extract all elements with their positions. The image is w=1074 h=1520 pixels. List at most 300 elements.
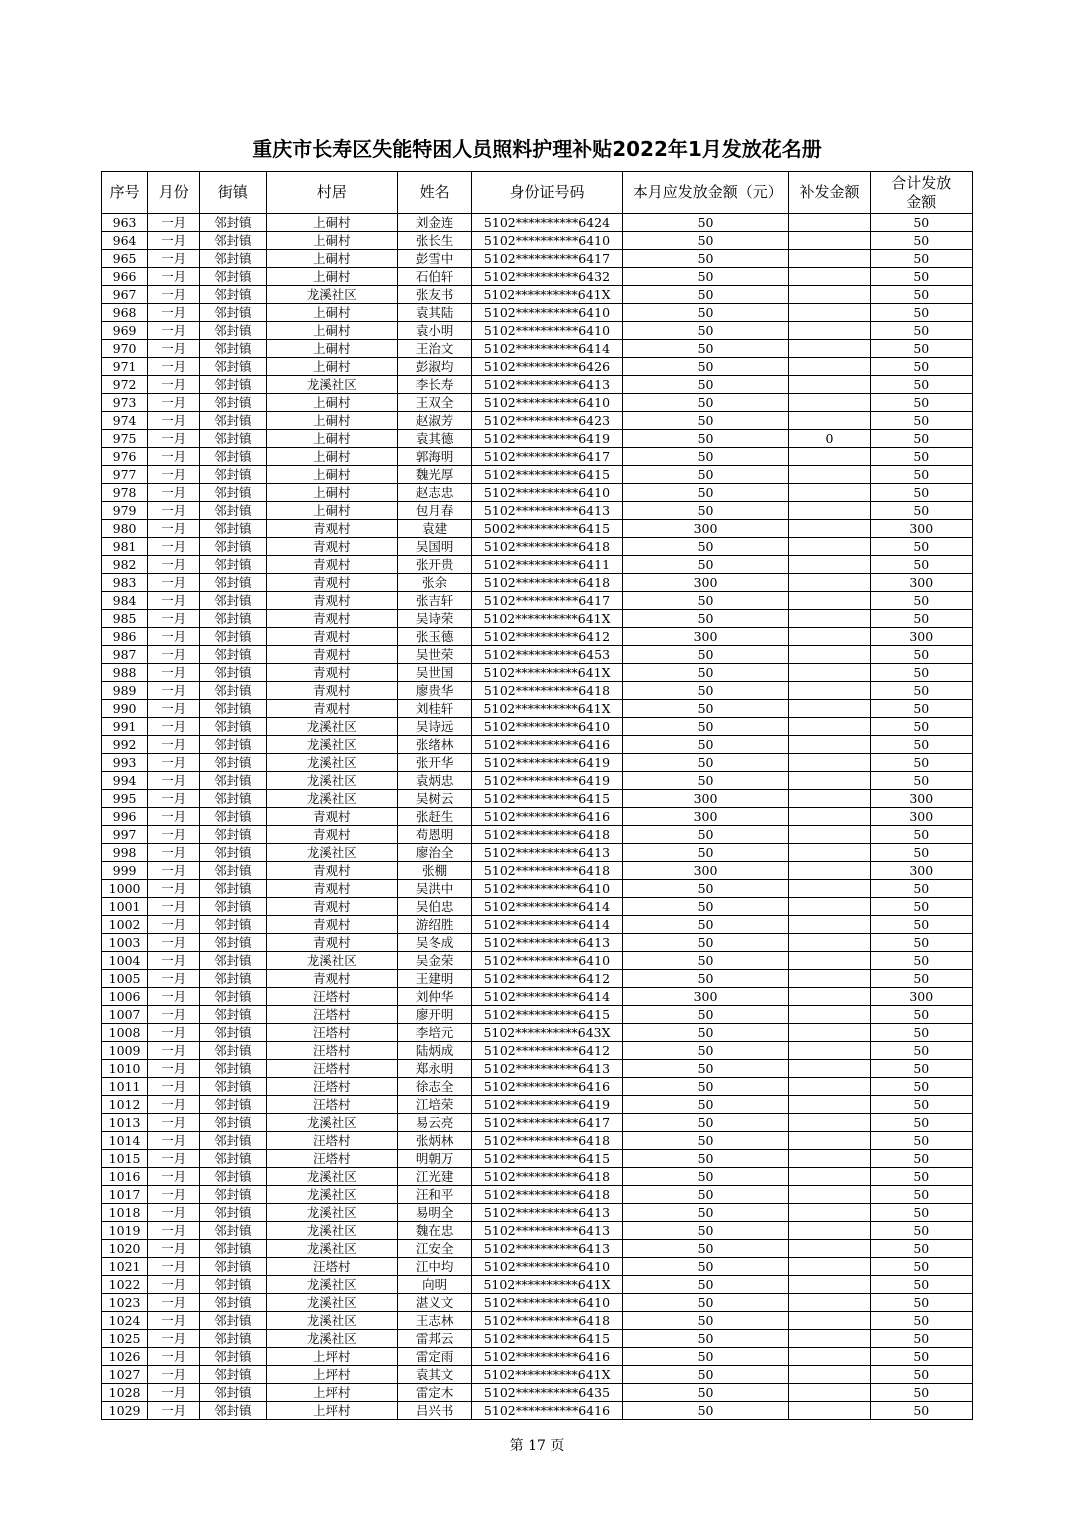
cell-name: 吴世国	[397, 664, 471, 682]
cell-village: 龙溪社区	[266, 1312, 397, 1330]
cell-supplement	[789, 862, 870, 880]
cell-monthly-amount: 50	[622, 1384, 789, 1402]
cell-monthly-amount: 50	[622, 826, 789, 844]
table-row	[102, 1222, 973, 1240]
table-row	[102, 1060, 973, 1078]
table-row	[102, 520, 973, 538]
cell-village: 青观村	[266, 520, 397, 538]
cell-village: 上硐村	[266, 412, 397, 430]
cell-village: 龙溪社区	[266, 1240, 397, 1258]
cell-name: 吕兴书	[397, 1402, 471, 1420]
cell-id-number: 5102**********6419	[472, 430, 623, 448]
cell-monthly-amount: 300	[622, 520, 789, 538]
cell-name: 徐志全	[397, 1078, 471, 1096]
cell-town: 邻封镇	[200, 952, 266, 970]
cell-name: 吴国明	[397, 538, 471, 556]
cell-index: 1028	[102, 1384, 148, 1402]
cell-town: 邻封镇	[200, 574, 266, 592]
cell-town: 邻封镇	[200, 448, 266, 466]
cell-monthly-amount: 50	[622, 916, 789, 934]
cell-town: 邻封镇	[200, 808, 266, 826]
cell-monthly-amount: 50	[622, 610, 789, 628]
cell-month: 一月	[148, 1114, 200, 1132]
cell-village: 青观村	[266, 610, 397, 628]
cell-index: 968	[102, 304, 148, 322]
table-row	[102, 1294, 973, 1312]
cell-monthly-amount: 300	[622, 862, 789, 880]
cell-town: 邻封镇	[200, 646, 266, 664]
cell-total: 50	[870, 412, 972, 430]
cell-month: 一月	[148, 466, 200, 484]
cell-name: 吴诗远	[397, 718, 471, 736]
cell-village: 上坪村	[266, 1402, 397, 1420]
cell-id-number: 5102**********6413	[472, 502, 623, 520]
table-row	[102, 1168, 973, 1186]
cell-town: 邻封镇	[200, 1024, 266, 1042]
cell-index: 974	[102, 412, 148, 430]
cell-town: 邻封镇	[200, 322, 266, 340]
cell-monthly-amount: 50	[622, 934, 789, 952]
cell-supplement	[789, 826, 870, 844]
table-row	[102, 502, 973, 520]
cell-town: 邻封镇	[200, 268, 266, 286]
table-row	[102, 988, 973, 1006]
cell-monthly-amount: 50	[622, 1312, 789, 1330]
cell-total: 50	[870, 250, 972, 268]
cell-town: 邻封镇	[200, 520, 266, 538]
cell-monthly-amount: 50	[622, 970, 789, 988]
cell-index: 979	[102, 502, 148, 520]
cell-total: 50	[870, 556, 972, 574]
cell-total: 50	[870, 1078, 972, 1096]
cell-supplement	[789, 934, 870, 952]
cell-month: 一月	[148, 898, 200, 916]
cell-name: 向明	[397, 1276, 471, 1294]
cell-total: 50	[870, 1024, 972, 1042]
cell-month: 一月	[148, 1042, 200, 1060]
cell-supplement	[789, 286, 870, 304]
cell-name: 廖治全	[397, 844, 471, 862]
table-row	[102, 556, 973, 574]
cell-month: 一月	[148, 376, 200, 394]
table-row	[102, 574, 973, 592]
cell-village: 汪塔村	[266, 1258, 397, 1276]
cell-month: 一月	[148, 1096, 200, 1114]
cell-total: 50	[870, 952, 972, 970]
cell-total: 50	[870, 1060, 972, 1078]
cell-index: 996	[102, 808, 148, 826]
cell-name: 张开华	[397, 754, 471, 772]
cell-supplement	[789, 1078, 870, 1096]
table-row	[102, 826, 973, 844]
cell-total: 50	[870, 1330, 972, 1348]
cell-month: 一月	[148, 862, 200, 880]
cell-village: 汪塔村	[266, 1006, 397, 1024]
cell-town: 邻封镇	[200, 1006, 266, 1024]
cell-village: 青观村	[266, 826, 397, 844]
cell-index: 1004	[102, 952, 148, 970]
cell-id-number: 5102**********6417	[472, 250, 623, 268]
cell-index: 988	[102, 664, 148, 682]
cell-name: 张赶生	[397, 808, 471, 826]
cell-index: 1006	[102, 988, 148, 1006]
cell-month: 一月	[148, 1024, 200, 1042]
cell-total: 50	[870, 718, 972, 736]
cell-town: 邻封镇	[200, 1060, 266, 1078]
cell-name: 廖贵华	[397, 682, 471, 700]
cell-month: 一月	[148, 826, 200, 844]
cell-total: 300	[870, 862, 972, 880]
cell-name: 游绍胜	[397, 916, 471, 934]
cell-id-number: 5102**********6413	[472, 376, 623, 394]
cell-town: 邻封镇	[200, 988, 266, 1006]
cell-town: 邻封镇	[200, 1222, 266, 1240]
cell-name: 魏光厚	[397, 466, 471, 484]
cell-index: 1019	[102, 1222, 148, 1240]
cell-supplement	[789, 412, 870, 430]
cell-month: 一月	[148, 1366, 200, 1384]
cell-index: 964	[102, 232, 148, 250]
cell-name: 雷定木	[397, 1384, 471, 1402]
cell-village: 汪塔村	[266, 1060, 397, 1078]
cell-monthly-amount: 50	[622, 898, 789, 916]
cell-monthly-amount: 50	[622, 484, 789, 502]
cell-index: 1009	[102, 1042, 148, 1060]
cell-total: 50	[870, 646, 972, 664]
cell-supplement	[789, 970, 870, 988]
cell-monthly-amount: 50	[622, 1258, 789, 1276]
cell-monthly-amount: 50	[622, 1240, 789, 1258]
cell-total: 50	[870, 286, 972, 304]
cell-name: 包月春	[397, 502, 471, 520]
cell-town: 邻封镇	[200, 1348, 266, 1366]
cell-village: 青观村	[266, 664, 397, 682]
cell-village: 上硐村	[266, 304, 397, 322]
cell-total: 50	[870, 898, 972, 916]
cell-index: 994	[102, 772, 148, 790]
cell-total: 50	[870, 430, 972, 448]
cell-index: 1001	[102, 898, 148, 916]
cell-monthly-amount: 50	[622, 1078, 789, 1096]
cell-month: 一月	[148, 502, 200, 520]
cell-month: 一月	[148, 412, 200, 430]
cell-monthly-amount: 50	[622, 1366, 789, 1384]
header-row	[102, 172, 973, 214]
cell-town: 邻封镇	[200, 1204, 266, 1222]
cell-id-number: 5102**********6417	[472, 1114, 623, 1132]
cell-name: 江安全	[397, 1240, 471, 1258]
cell-supplement	[789, 772, 870, 790]
cell-id-number: 5102**********6418	[472, 862, 623, 880]
cell-supplement	[789, 232, 870, 250]
cell-id-number: 5102**********6432	[472, 268, 623, 286]
cell-index: 1029	[102, 1402, 148, 1420]
cell-town: 邻封镇	[200, 898, 266, 916]
table-row	[102, 862, 973, 880]
cell-month: 一月	[148, 1186, 200, 1204]
table-row	[102, 790, 973, 808]
table-row	[102, 1114, 973, 1132]
cell-monthly-amount: 50	[622, 718, 789, 736]
cell-town: 邻封镇	[200, 1384, 266, 1402]
cell-index: 1002	[102, 916, 148, 934]
cell-month: 一月	[148, 700, 200, 718]
cell-name: 吴洪中	[397, 880, 471, 898]
cell-id-number: 5102**********6419	[472, 772, 623, 790]
cell-village: 龙溪社区	[266, 286, 397, 304]
cell-supplement	[789, 1384, 870, 1402]
cell-name: 刘金连	[397, 214, 471, 232]
cell-village: 上硐村	[266, 250, 397, 268]
cell-month: 一月	[148, 1330, 200, 1348]
cell-id-number: 5102**********6414	[472, 988, 623, 1006]
cell-supplement	[789, 700, 870, 718]
cell-total: 50	[870, 754, 972, 772]
cell-id-number: 5102**********6413	[472, 1222, 623, 1240]
cell-monthly-amount: 50	[622, 772, 789, 790]
cell-name: 明朝万	[397, 1150, 471, 1168]
cell-monthly-amount: 300	[622, 628, 789, 646]
cell-total: 50	[870, 826, 972, 844]
cell-village: 汪塔村	[266, 1078, 397, 1096]
cell-total: 50	[870, 664, 972, 682]
cell-name: 汪和平	[397, 1186, 471, 1204]
cell-supplement	[789, 214, 870, 232]
table-row	[102, 376, 973, 394]
cell-total: 50	[870, 484, 972, 502]
cell-monthly-amount: 50	[622, 664, 789, 682]
cell-village: 龙溪社区	[266, 952, 397, 970]
cell-supplement	[789, 646, 870, 664]
cell-month: 一月	[148, 808, 200, 826]
cell-village: 青观村	[266, 628, 397, 646]
roster-body	[102, 214, 973, 1420]
table-row	[102, 916, 973, 934]
cell-month: 一月	[148, 1150, 200, 1168]
cell-id-number: 5102**********6416	[472, 808, 623, 826]
cell-village: 青观村	[266, 700, 397, 718]
cell-index: 1020	[102, 1240, 148, 1258]
cell-supplement	[789, 1168, 870, 1186]
cell-index: 1013	[102, 1114, 148, 1132]
cell-supplement	[789, 1330, 870, 1348]
cell-supplement	[789, 610, 870, 628]
cell-id-number: 5102**********6417	[472, 448, 623, 466]
cell-id-number: 5102**********6418	[472, 538, 623, 556]
cell-id-number: 5102**********6418	[472, 682, 623, 700]
cell-village: 青观村	[266, 898, 397, 916]
cell-monthly-amount: 50	[622, 214, 789, 232]
cell-town: 邻封镇	[200, 718, 266, 736]
cell-id-number: 5102**********6413	[472, 1060, 623, 1078]
cell-total: 300	[870, 520, 972, 538]
cell-month: 一月	[148, 484, 200, 502]
cell-month: 一月	[148, 736, 200, 754]
cell-monthly-amount: 50	[622, 448, 789, 466]
table-row	[102, 1330, 973, 1348]
cell-name: 陆炳成	[397, 1042, 471, 1060]
table-row	[102, 844, 973, 862]
cell-month: 一月	[148, 844, 200, 862]
cell-index: 1017	[102, 1186, 148, 1204]
cell-village: 龙溪社区	[266, 790, 397, 808]
cell-total: 50	[870, 934, 972, 952]
cell-monthly-amount: 50	[622, 1168, 789, 1186]
cell-id-number: 5102**********6410	[472, 952, 623, 970]
cell-name: 张开贵	[397, 556, 471, 574]
cell-village: 青观村	[266, 934, 397, 952]
cell-index: 967	[102, 286, 148, 304]
cell-town: 邻封镇	[200, 538, 266, 556]
cell-month: 一月	[148, 754, 200, 772]
col-header-month: 月份	[148, 172, 200, 214]
cell-town: 邻封镇	[200, 754, 266, 772]
cell-village: 上硐村	[266, 448, 397, 466]
cell-id-number: 5102**********6418	[472, 826, 623, 844]
cell-id-number: 5102**********6419	[472, 1096, 623, 1114]
cell-name: 王建明	[397, 970, 471, 988]
cell-supplement	[789, 1132, 870, 1150]
cell-total: 300	[870, 988, 972, 1006]
cell-total: 50	[870, 340, 972, 358]
table-row	[102, 412, 973, 430]
cell-name: 吴树云	[397, 790, 471, 808]
cell-supplement	[789, 664, 870, 682]
cell-supplement	[789, 1258, 870, 1276]
cell-index: 976	[102, 448, 148, 466]
cell-month: 一月	[148, 1168, 200, 1186]
cell-id-number: 5102**********6414	[472, 916, 623, 934]
cell-village: 上硐村	[266, 484, 397, 502]
cell-index: 1023	[102, 1294, 148, 1312]
cell-village: 龙溪社区	[266, 772, 397, 790]
cell-supplement	[789, 556, 870, 574]
cell-town: 邻封镇	[200, 880, 266, 898]
cell-monthly-amount: 300	[622, 988, 789, 1006]
cell-index: 970	[102, 340, 148, 358]
cell-supplement	[789, 1312, 870, 1330]
col-header-village: 村居	[266, 172, 397, 214]
cell-town: 邻封镇	[200, 1042, 266, 1060]
cell-index: 989	[102, 682, 148, 700]
cell-monthly-amount: 50	[622, 1132, 789, 1150]
cell-total: 50	[870, 232, 972, 250]
table-row	[102, 250, 973, 268]
cell-town: 邻封镇	[200, 1402, 266, 1420]
document-title: 重庆市长寿区失能特困人员照料护理补贴2022年1月发放花名册	[252, 137, 822, 161]
cell-town: 邻封镇	[200, 1096, 266, 1114]
cell-month: 一月	[148, 214, 200, 232]
table-row	[102, 1204, 973, 1222]
cell-town: 邻封镇	[200, 826, 266, 844]
cell-town: 邻封镇	[200, 1276, 266, 1294]
cell-name: 张余	[397, 574, 471, 592]
cell-total: 50	[870, 538, 972, 556]
cell-supplement	[789, 988, 870, 1006]
cell-village: 青观村	[266, 682, 397, 700]
cell-id-number: 5102**********6410	[472, 394, 623, 412]
cell-name: 赵志忠	[397, 484, 471, 502]
cell-monthly-amount: 50	[622, 250, 789, 268]
cell-name: 吴金荣	[397, 952, 471, 970]
cell-village: 上硐村	[266, 340, 397, 358]
cell-id-number: 5002**********6415	[472, 520, 623, 538]
cell-village: 汪塔村	[266, 1042, 397, 1060]
cell-id-number: 5102**********6424	[472, 214, 623, 232]
cell-monthly-amount: 50	[622, 952, 789, 970]
cell-supplement	[789, 1150, 870, 1168]
cell-town: 邻封镇	[200, 682, 266, 700]
cell-name: 张玉德	[397, 628, 471, 646]
cell-name: 石伯轩	[397, 268, 471, 286]
cell-name: 江光建	[397, 1168, 471, 1186]
cell-index: 992	[102, 736, 148, 754]
cell-total: 50	[870, 214, 972, 232]
cell-village: 龙溪社区	[266, 376, 397, 394]
cell-total: 50	[870, 1204, 972, 1222]
table-row	[102, 1402, 973, 1420]
table-row	[102, 1258, 973, 1276]
cell-village: 上坪村	[266, 1366, 397, 1384]
cell-name: 袁其陆	[397, 304, 471, 322]
cell-supplement	[789, 1240, 870, 1258]
cell-id-number: 5102**********6413	[472, 934, 623, 952]
table-row	[102, 772, 973, 790]
table-row	[102, 340, 973, 358]
cell-supplement	[789, 880, 870, 898]
cell-monthly-amount: 50	[622, 682, 789, 700]
cell-village: 汪塔村	[266, 1132, 397, 1150]
cell-total: 50	[870, 1258, 972, 1276]
cell-monthly-amount: 300	[622, 574, 789, 592]
cell-id-number: 5102**********6416	[472, 736, 623, 754]
cell-total: 300	[870, 574, 972, 592]
cell-month: 一月	[148, 628, 200, 646]
cell-total: 50	[870, 1402, 972, 1420]
cell-town: 邻封镇	[200, 1366, 266, 1384]
cell-town: 邻封镇	[200, 628, 266, 646]
table-row	[102, 1042, 973, 1060]
cell-town: 邻封镇	[200, 340, 266, 358]
table-row	[102, 1078, 973, 1096]
cell-monthly-amount: 50	[622, 1042, 789, 1060]
cell-total: 50	[870, 466, 972, 484]
cell-index: 965	[102, 250, 148, 268]
cell-total: 50	[870, 1240, 972, 1258]
cell-supplement	[789, 898, 870, 916]
cell-supplement	[789, 1294, 870, 1312]
cell-supplement	[789, 808, 870, 826]
table-row	[102, 970, 973, 988]
cell-month: 一月	[148, 538, 200, 556]
cell-town: 邻封镇	[200, 394, 266, 412]
cell-monthly-amount: 50	[622, 1222, 789, 1240]
cell-index: 1027	[102, 1366, 148, 1384]
table-row	[102, 646, 973, 664]
cell-id-number: 5102**********6415	[472, 1150, 623, 1168]
table-row	[102, 1006, 973, 1024]
cell-total: 50	[870, 304, 972, 322]
cell-name: 雷邦云	[397, 1330, 471, 1348]
cell-village: 龙溪社区	[266, 1276, 397, 1294]
table-row	[102, 592, 973, 610]
cell-monthly-amount: 50	[622, 754, 789, 772]
cell-supplement	[789, 736, 870, 754]
cell-monthly-amount: 50	[622, 466, 789, 484]
cell-village: 上硐村	[266, 502, 397, 520]
table-row	[102, 1150, 973, 1168]
cell-id-number: 5102**********6426	[472, 358, 623, 376]
